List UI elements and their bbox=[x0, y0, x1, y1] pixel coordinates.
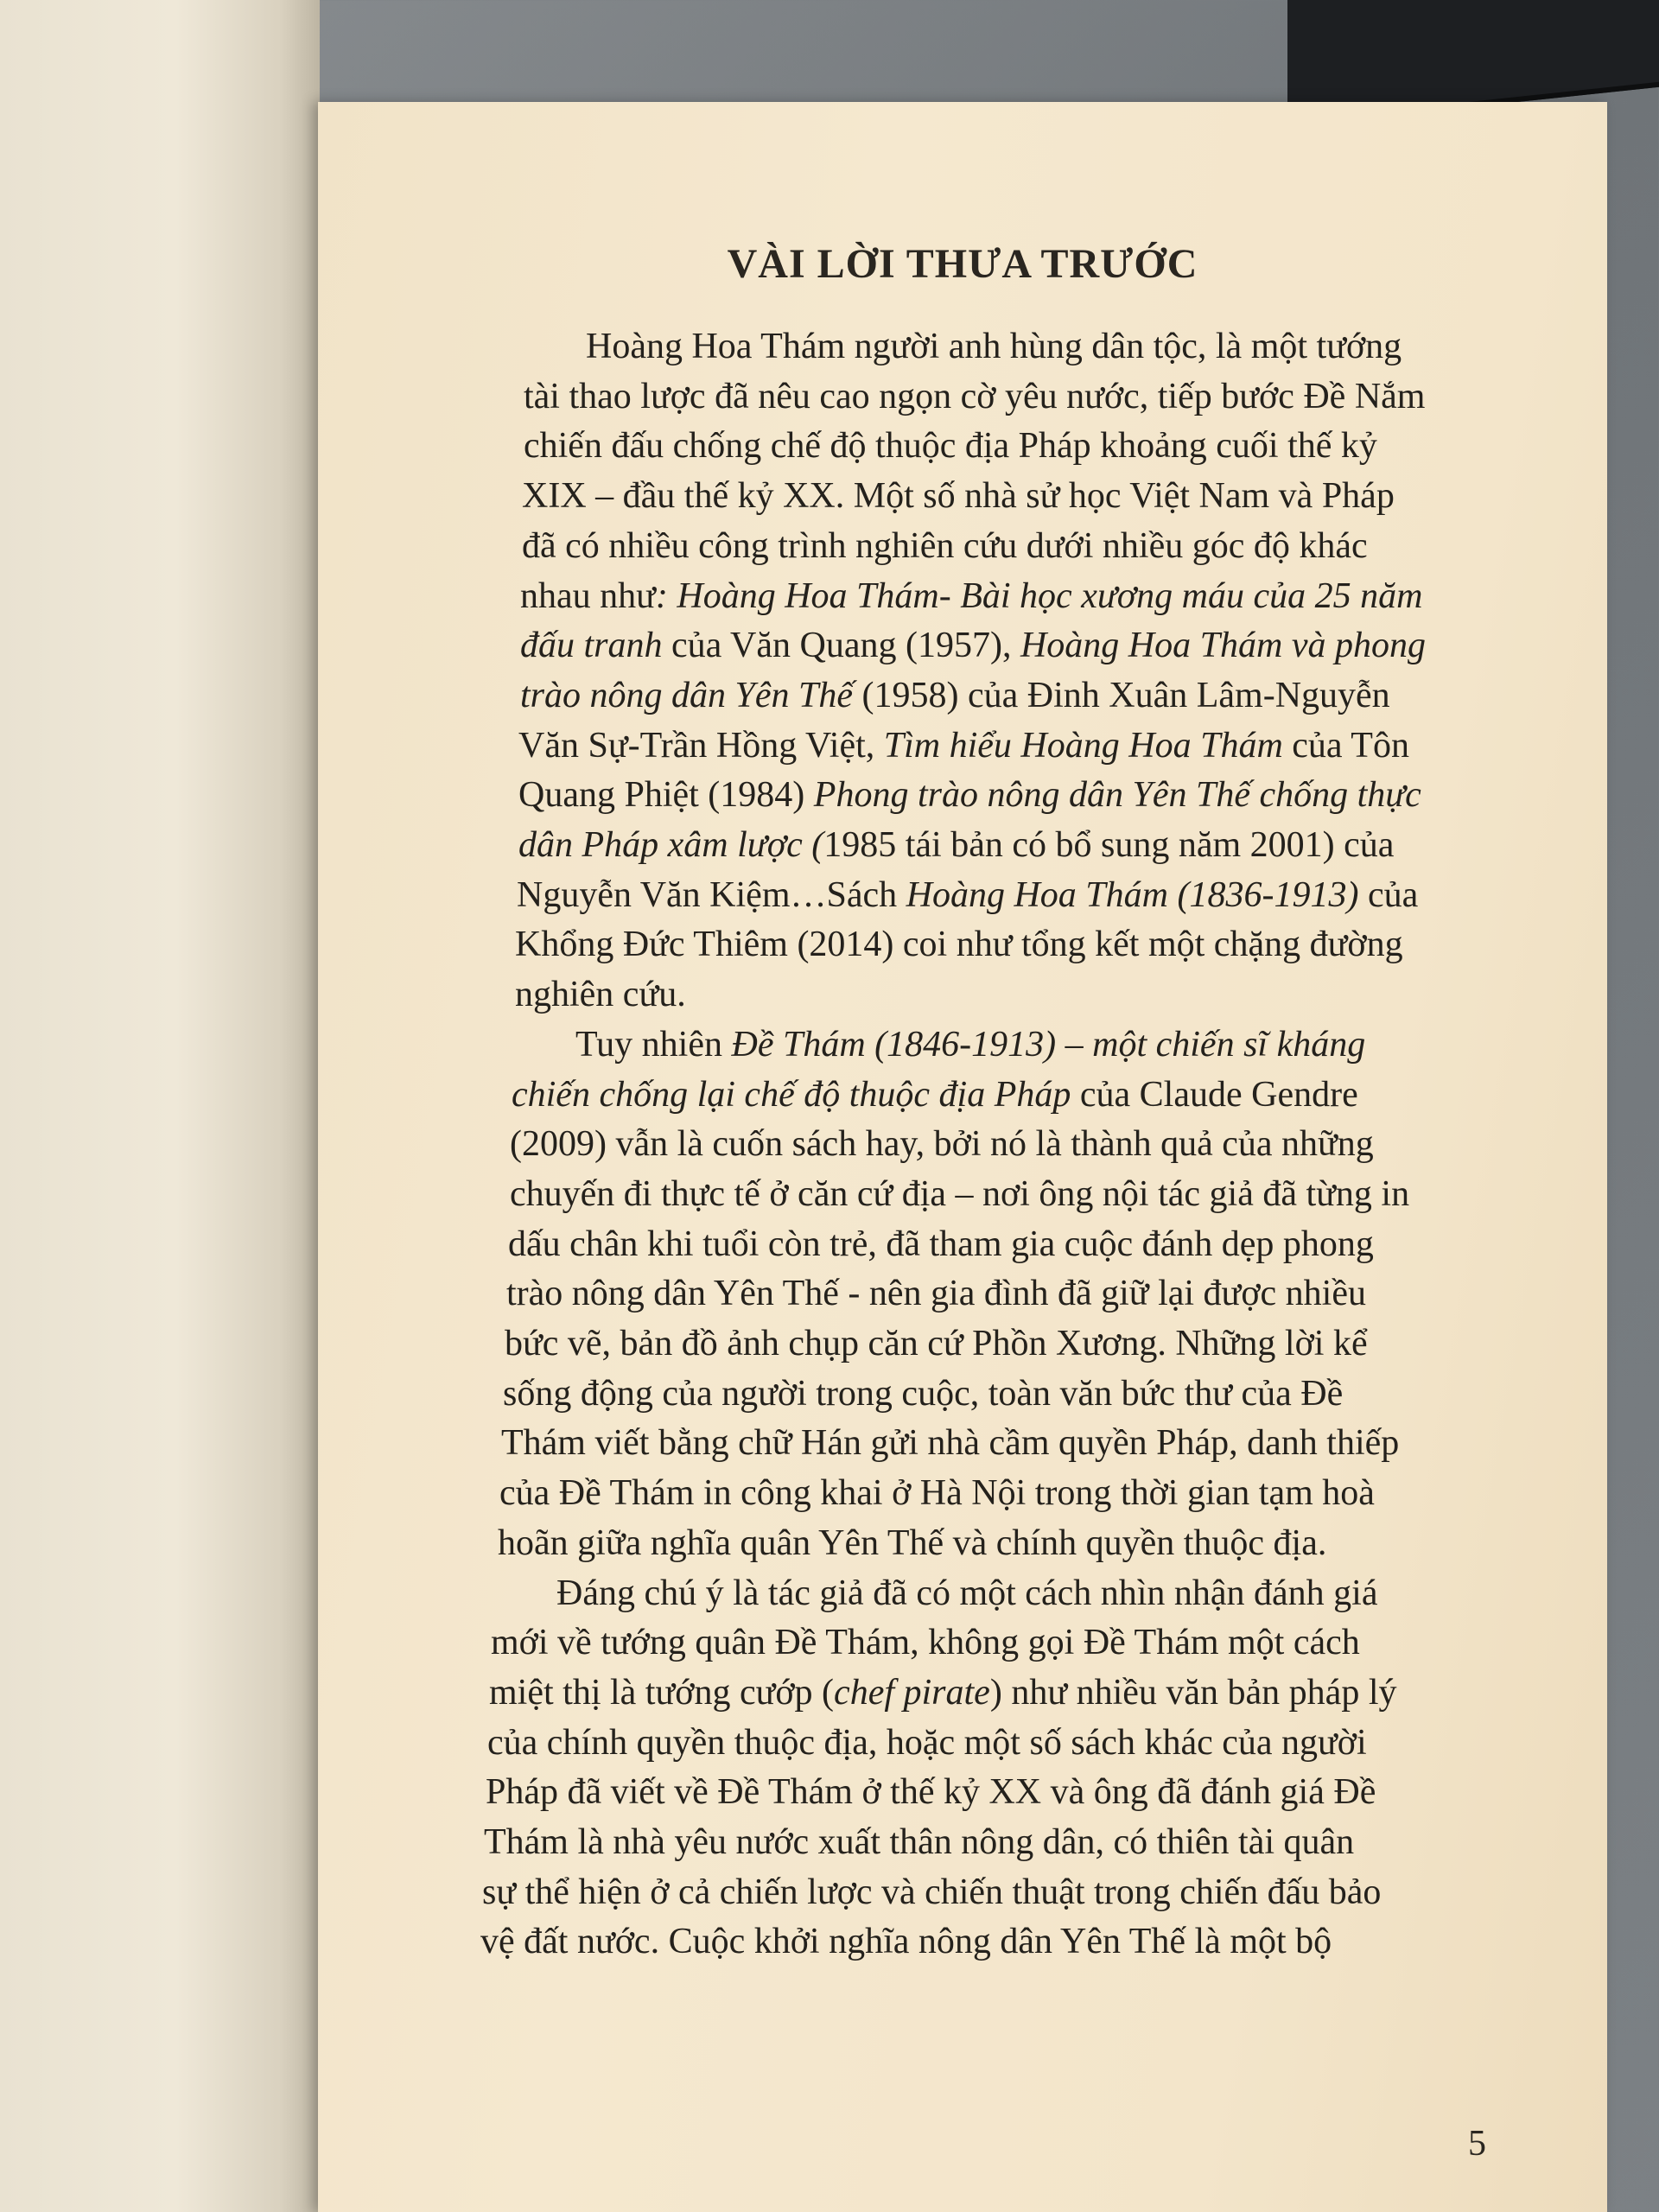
text-line bbox=[524, 422, 1621, 472]
text-segment: tài thao lược đã nêu cao ngọn cờ yêu nước, tiếp bước Đề Nắm bbox=[524, 376, 1426, 416]
text-segment: mới về tướng quân Đề Thám, không gọi Đề Thám một cách bbox=[491, 1623, 1360, 1663]
text-segment: Hoàng Hoa Thám người anh hùng dân tộc, là một tướng bbox=[586, 327, 1402, 366]
text-line bbox=[556, 1569, 1659, 1619]
text-line bbox=[518, 721, 1624, 772]
text-line bbox=[503, 1370, 1652, 1420]
text-segment: sự thể hiện ở cả chiến lược và chiến thuật trong chiến đấu bảo bbox=[482, 1872, 1382, 1912]
text-line bbox=[508, 1220, 1644, 1270]
text-segment: Pháp đã viết về Đề Thám ở thế kỷ XX và ông đã đánh giá Đề bbox=[486, 1772, 1376, 1813]
text-line bbox=[491, 1618, 1659, 1669]
text-segment: của Claude Gendre bbox=[1071, 1074, 1358, 1115]
text-segment: chiến đấu chống chế độ thuộc địa Pháp khoảng cuối thế kỷ bbox=[524, 426, 1377, 467]
text-line bbox=[515, 970, 861, 1020]
text-line bbox=[520, 572, 1622, 622]
text-segment: của Tôn bbox=[1282, 725, 1409, 766]
italic-text-segment: : Hoàng Hoa Thám- Bài học xương máu của 25 năm bbox=[655, 575, 1423, 616]
italic-text-segment: chiến chống lại chế độ thuộc địa Pháp bbox=[512, 1074, 1071, 1115]
text-line bbox=[518, 821, 1624, 871]
text-line bbox=[499, 1469, 1659, 1519]
text-line bbox=[506, 1269, 1647, 1319]
text-line bbox=[501, 1419, 1659, 1469]
text-line bbox=[520, 621, 1622, 671]
text-segment: Quang Phiệt (1984) bbox=[518, 775, 814, 816]
text-line bbox=[480, 1917, 1659, 1967]
text-line bbox=[517, 871, 1627, 921]
italic-text-segment: trào nông dân Yên Thế bbox=[520, 675, 854, 715]
text-segment: hoãn giữa nghĩa quân Yên Thế và chính quyền thuộc địa. bbox=[498, 1522, 1327, 1563]
text-line bbox=[486, 1768, 1659, 1818]
text-line bbox=[505, 1319, 1649, 1370]
text-segment: sống động của người trong cuộc, toàn văn bức thư của Đề bbox=[503, 1373, 1344, 1414]
text-segment: chuyến đi thực tế ở căn cứ địa – nơi ông nội tác giả đã từng in bbox=[510, 1173, 1410, 1214]
text-line bbox=[510, 1120, 1637, 1170]
text-line bbox=[482, 1868, 1659, 1918]
text-segment: của bbox=[1358, 874, 1419, 915]
text-segment: nhau như bbox=[520, 575, 656, 616]
text-line bbox=[489, 1669, 1659, 1719]
text-line bbox=[586, 322, 1580, 372]
text-segment: của Văn Quang (1957), bbox=[662, 626, 1020, 666]
italic-text-segment: dân Pháp xâm lược ( bbox=[518, 825, 824, 865]
text-segment: Thám viết bằng chữ Hán gửi nhà cầm quyền Pháp, danh thiếp bbox=[501, 1423, 1400, 1464]
italic-text-segment: Hoàng Hoa Thám và phong bbox=[1020, 626, 1426, 666]
text-segment: XIX – đầu thế kỷ XX. Một số nhà sử học Việt Nam và Pháp bbox=[522, 476, 1395, 517]
italic-text-segment: Đề Thám (1846-1913) – một chiến sĩ kháng bbox=[731, 1024, 1366, 1065]
text-line bbox=[522, 522, 1619, 572]
text-line bbox=[487, 1719, 1659, 1769]
text-segment: Thám là nhà yêu nước xuất thân nông dân, có thiên tài quân bbox=[484, 1822, 1355, 1862]
text-segment: 1985 tái bản có bổ sung năm 2001) của bbox=[823, 825, 1395, 865]
left-facing-page bbox=[0, 0, 320, 2212]
italic-text-segment: Hoàng Hoa Thám (1836-1913) bbox=[906, 874, 1359, 915]
text-segment: Nguyễn Văn Kiệm…Sách bbox=[517, 874, 906, 915]
text-segment: trào nông dân Yên Thế - nên gia đình đã giữ lại được nhiều bbox=[506, 1274, 1366, 1314]
italic-text-segment: Phong trào nông dân Yên Thế chống thực bbox=[813, 775, 1421, 816]
text-segment: Đáng chú ý là tác giả đã có một cách nhìn nhận đánh giá bbox=[556, 1573, 1378, 1613]
text-segment: miệt thị là tướng cướp ( bbox=[489, 1672, 835, 1713]
text-line bbox=[524, 372, 1621, 423]
text-line bbox=[515, 920, 1630, 970]
text-line bbox=[520, 671, 1622, 721]
text-segment: của Đề Thám in công khai ở Hà Nội trong thời gian tạm hoà bbox=[499, 1473, 1375, 1514]
text-line bbox=[484, 1818, 1659, 1868]
text-segment: Khổng Đức Thiêm (2014) coi như tổng kết một chặng đường bbox=[515, 925, 1403, 965]
text-line bbox=[512, 1071, 1635, 1121]
text-segment: bức vẽ, bản đồ ảnh chụp căn cứ Phồn Xương. Những lời kể bbox=[505, 1324, 1368, 1363]
book-page bbox=[318, 102, 1607, 2212]
text-segment: của chính quyền thuộc địa, hoặc một số sách khác của người bbox=[487, 1722, 1367, 1763]
text-line bbox=[518, 771, 1624, 821]
text-segment: đã có nhiều công trình nghiên cứu dưới nhiều góc độ khác bbox=[522, 525, 1368, 566]
italic-text-segment: chef pirate bbox=[834, 1672, 990, 1713]
text-line bbox=[510, 1170, 1642, 1220]
text-line bbox=[498, 1519, 1659, 1569]
text-segment: vệ đất nước. Cuộc khởi nghĩa nông dân Yên Thế là một bộ bbox=[480, 1922, 1332, 1962]
italic-text-segment: đấu tranh bbox=[520, 626, 663, 666]
text-segment: (1958) của Đinh Xuân Lâm-Nguyễn bbox=[853, 675, 1390, 715]
text-line bbox=[522, 472, 1619, 522]
page-number: 5 bbox=[1468, 2124, 1486, 2164]
text-segment: dấu chân khi tuổi còn trẻ, đã tham gia cuộc đánh dẹp phong bbox=[508, 1224, 1374, 1264]
text-segment: (2009) vẫn là cuốn sách hay, bởi nó là thành quả của những bbox=[510, 1124, 1374, 1165]
text-segment: nghiên cứu. bbox=[515, 975, 686, 1015]
italic-text-segment: Tìm hiểu Hoàng Hoa Thám bbox=[883, 725, 1283, 766]
text-line bbox=[575, 1020, 1634, 1071]
text-segment: ) như nhiều văn bản pháp lý bbox=[989, 1672, 1397, 1713]
page-title: VÀI LỜI THƯA TRƯỚC bbox=[727, 241, 1198, 287]
text-segment: Tuy nhiên bbox=[575, 1024, 732, 1065]
text-segment: Văn Sự-Trần Hồng Việt, bbox=[518, 725, 884, 766]
